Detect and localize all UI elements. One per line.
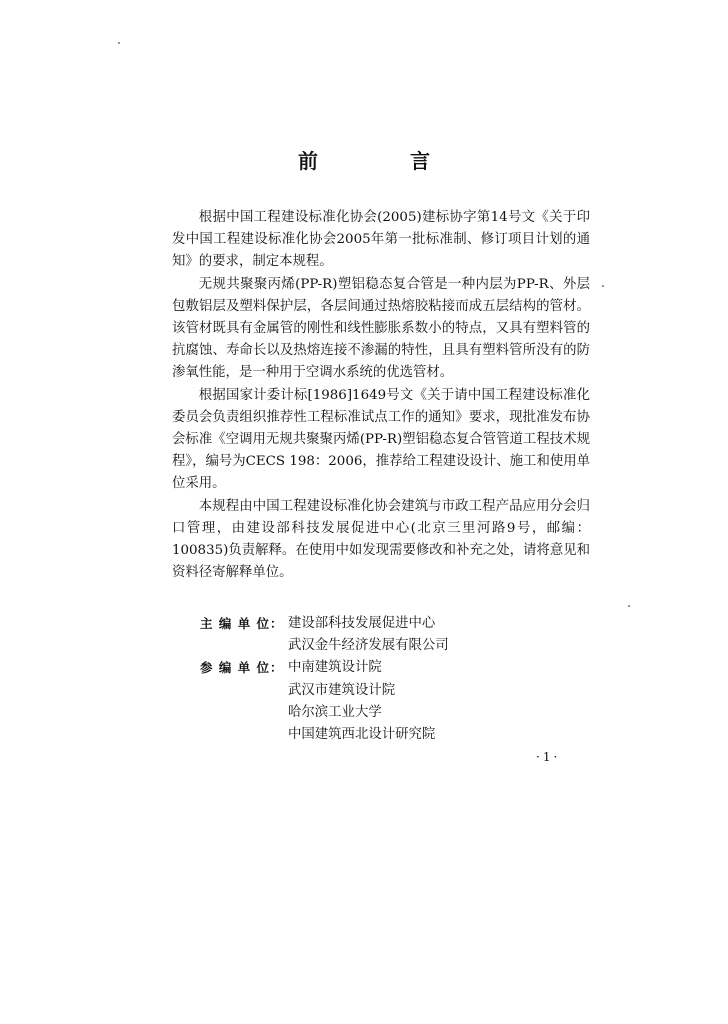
participating-editor-block: [200, 657, 600, 746]
scan-speck: [602, 285, 604, 287]
editor-units: [200, 613, 600, 746]
page-number: ·1·: [536, 750, 561, 764]
participating-editor-list: [288, 657, 435, 746]
chief-editor-block: [200, 613, 600, 657]
paragraph: 无规共聚聚丙烯(PP-R)塑铝稳态复合管是一种内层为PP-R、外层包敷铝层及塑料保护层，各层间通过热熔胶粘接而成五层结构的管材。该管材既具有金属管的刚性和线性膨胀系数小的特点，又具有塑料管的抗腐蚀、寿命长以及热熔连接不渗漏的特性，且具有塑料管所没有的防渗氧性能，是一种用于空调水系统的优选管材。: [172, 276, 590, 381]
chief-editor-label: 主 编 单 位：: [200, 616, 284, 631]
page-title: 前 言: [298, 149, 466, 173]
paragraph: 根据国家计委计标[1986]1649号文《关于请中国工程建设标准化委员会负责组织推荐性工程标准试点工作的通知》要求，现批准发布协会标准《空调用无规共聚聚丙烯(PP-R)塑铝稳态复合管管道工程技术规程》，编号为CECS 198：2006，推荐给工程建设设计、施工和使用单位采用。: [172, 387, 591, 492]
body-text: [172, 207, 590, 584]
unit-name: 中国建筑西北设计研究院: [288, 727, 436, 743]
paragraph: 根据中国工程建设标准化协会(2005)建标协字第14号文《关于印发中国工程建设标准化协会2005年第一批标准制、修订项目计划的通知》的要求，制定本规程。: [172, 210, 590, 270]
unit-name: 哈尔滨工业大学: [288, 704, 382, 720]
chief-editor-list: [288, 613, 449, 657]
paragraph: 本规程由中国工程建设标准化协会建筑与市政工程产品应用分会归口管理，由建设部科技发展促进中心(北京三里河路9号，邮编：100835)负责解释。在使用中如发现需要修改和补充之处，请将意见和资料径寄解释单位。: [172, 498, 590, 581]
participating-editor-label: 参 编 单 位：: [200, 660, 284, 676]
scan-speck: [628, 605, 630, 607]
unit-name: 武汉金牛经济发展有限公司: [288, 638, 449, 654]
unit-name: 武汉市建筑设计院: [288, 682, 396, 698]
scan-speck: [118, 42, 120, 44]
unit-name: 中南建筑设计院: [288, 660, 382, 676]
unit-name: 建设部科技发展促进中心: [288, 616, 436, 631]
